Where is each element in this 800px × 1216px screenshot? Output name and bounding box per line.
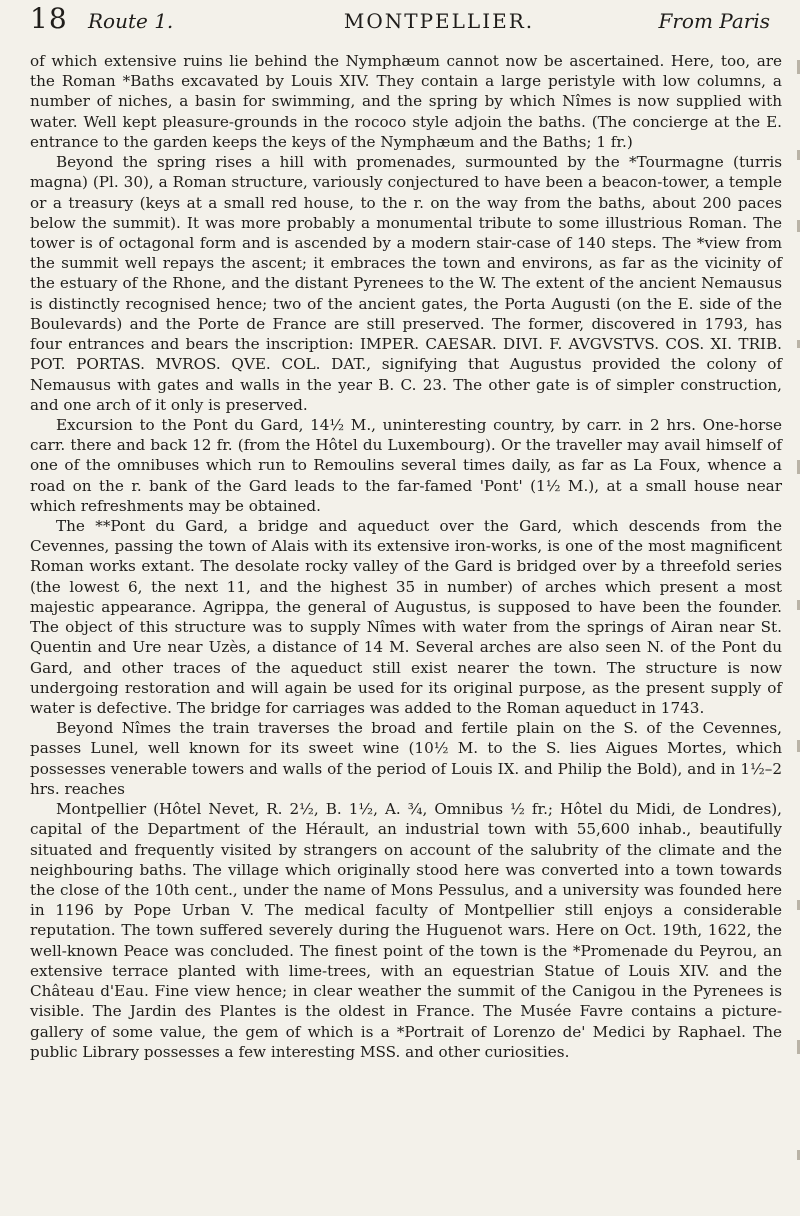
- from-label: From Paris: [658, 9, 770, 33]
- paragraph-excursion: Excursion to the Pont du Gard, 14½ M., uninteresting country, by carr. in 2 hrs. One-horse carr. there and back 12 fr. (from the Hôtel du Luxembourg). Or the traveller may avail himself of one of the omnibuses which run to Remoulins several times daily, as far as La Foux, whence a road on the r. bank of the Gard leads to the far-famed 'Pont' (1½ M.), at a small house near which refreshments may be obtained.: [30, 415, 782, 515]
- paragraph-beyond-nimes: Beyond Nîmes the train traverses the broad and fertile plain on the S. of the Cevennes, passes Lunel, well known for its sweet wine (10½ M. to the S. lies Aigues Mortes, which possesses venerable towers and walls of the period of Louis IX. and Philip the Bold), and in 1½–2 hrs. reaches: [30, 719, 782, 798]
- route-label: Route 1.: [88, 9, 174, 33]
- page-edge: [794, 40, 800, 1200]
- paragraph-montpellier: Montpellier (Hôtel Nevet, R. 2½, B. 1½, A. ¾, Omnibus ½ fr.; Hôtel du Midi, de Londres), capital of the Department of the Hérault, an industrial town with 55,600 inhab., beautifully situated and frequently visited by strangers on account of the salubrity of the climate and the neighbouring baths. The village which originally stood here was converted into a town towards the close of the 10th cent., under the name of Mons Pessulus, and a university was founded here in 1196 by Pope Urban V. The medical faculty of Montpellier still enjoys a considerable reputation. The town suffered severely during the Huguenot wars. Here on Oct. 19th, 1622, the well-known Peace was concluded. The finest point of the town is the *Promenade du Peyrou, an extensive terrace planted with lime-trees, with an equestrian Statue of Louis XIV. and the Château d'Eau. Fine view hence; in clear weather the summit of the Canigou in the Pyrenees is visible. The Jardin des Plantes is the oldest in France. The Musée Favre contains a picture-gallery of some value, the gem of which is a *Portrait of Lorenzo de' Medici by Raphael. The public Library possesses a few interesting MSS. and other curiosities.: [30, 800, 782, 1061]
- paragraph-nymphaeum: of which extensive ruins lie behind the Nymphæum cannot now be ascertained. Here, too, are the Roman *Baths excavated by Louis XIV. They contain a large peristyle with low columns, a number of niches, a basin for swimming, and the spring by which Nîmes is now supplied with water. Well kept pleasure-grounds in the rococo style adjoin the baths. (The concierge at the E. entrance to the garden keeps the keys of the Nymphæum and the Baths; 1 fr.): [30, 52, 782, 151]
- paragraph-pont-du-gard: The **Pont du Gard, a bridge and aqueduct over the Gard, which descends from the Cevennes, passing the town of Alais with its extensive iron-works, is one of the most magnificent Roman works extant. The desolate rocky valley of the Gard is bridged over by a threefold series (the lowest 6, the next 11, and the highest 35 in number) of arches which present a most majestic appearance. Agrippa, the general of Augustus, is supposed to have been the founder. The object of this structure was to supply Nîmes with water from the springs of Airan near St. Quentin and Ure near Uzès, a distance of 14 M. Several arches are also seen N. of the Pont du Gard, and other traces of the aqueduct still exist nearer the town. The structure is now undergoing restoration and will again be used for its original purpose, as the present supply of water is defective. The bridge for carriages was added to the Roman aqueduct in 1743.: [30, 517, 782, 717]
- page-title: MONTPELLIER.: [343, 9, 535, 33]
- page-number: 18: [30, 2, 68, 35]
- paragraph-tourmagne: Beyond the spring rises a hill with promenades, surmounted by the *Tourmagne (turris magna) (Pl. 30), a Roman structure, variously conjectured to have been a beacon-tower, a temple or a treasury (keys at a small red house, to the r. on the way from the baths, about 200 paces below the summit). It was more probably a monumental tribute to some illustrious Roman. The tower is of octagonal form and is ascended by a modern stair-case of 140 steps. The *view from the summit well repays the ascent; it embraces the town and environs, as far as the vicinity of the estuary of the Rhone, and the distant Pyrenees to the W. The extent of the ancient Nemausus is distinctly recognised hence; two of the ancient gates, the Porta Augusti (on the E. side of the Boulevards) and the Porte de France are still preserved. The former, discovered in 1793, has four entrances and bears the inscription: IMPER. CAESAR. DIVI. F. AVGVSTVS. COS. XI. TRIB. POT. PORTAS. MVROS. QVE. COL. DAT., signifying that Augustus provided the colony of Nemausus with gates and walls in the year B. C. 23. The other gate is of simpler construction, and one arch of it only is preserved.: [30, 153, 782, 414]
- running-head: [30, 2, 770, 44]
- body-text: [30, 51, 782, 1062]
